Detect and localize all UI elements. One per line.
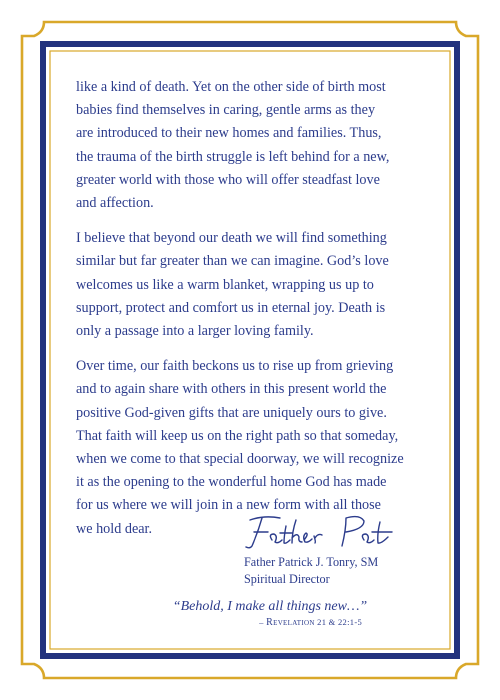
text-line: only a passage into a larger loving family. [76,323,314,340]
paragraph-1 [76,76,432,215]
text-line: the trauma of the birth struggle is left behind for a new, [76,148,390,165]
text-line: Over time, our faith beckons us to rise up from grieving [76,358,394,375]
reference-book: Revelation [266,617,315,628]
text-line: I believe that beyond our death we will find something [76,230,387,247]
text-line: greater world with those who will offer steadfast love [76,171,380,188]
text-line: babies find themselves in caring, gentle arms as they [76,102,376,119]
handwritten-signature [242,512,402,552]
text-line: we hold dear. [76,520,153,537]
text-line: when we come to that special doorway, we will recognize [76,451,404,468]
text-line: similar but far greater than we can imagine. God’s love [76,253,389,270]
letter-body [76,76,432,553]
scripture-quote [120,598,420,629]
text-line: support, protect and comfort us in eternal joy. Death is [76,299,386,316]
text-line: are introduced to their new homes and families. Thus, [76,125,382,142]
quote-text: “Behold, I make all things new…” [172,599,368,614]
text-line: like a kind of death. Yet on the other side of birth most [76,79,386,95]
text-line: positive God-given gifts that are uniquely ours to give. [76,404,387,421]
reference-dash: – [259,617,267,627]
reference-verses: 21 & 22:1-5 [314,617,362,627]
text-line: for us where we will join in a new form with all those [76,497,381,514]
quote-reference [120,616,420,629]
signer-name: Father Patrick J. Tonry, SM [244,555,379,569]
text-line: That faith will keep us on the right path so that someday, [76,427,399,444]
text-line: it as the opening to the wonderful home God has made [76,474,387,491]
text-line: and to again share with others in this present world the [76,381,387,398]
text-line: and affection. [76,195,154,212]
paragraph-2 [76,227,432,343]
text-line: welcomes us like a warm blanket, wrapping us up to [76,276,374,293]
signature-block [242,512,432,587]
signer-title: Spiritual Director [244,571,330,586]
